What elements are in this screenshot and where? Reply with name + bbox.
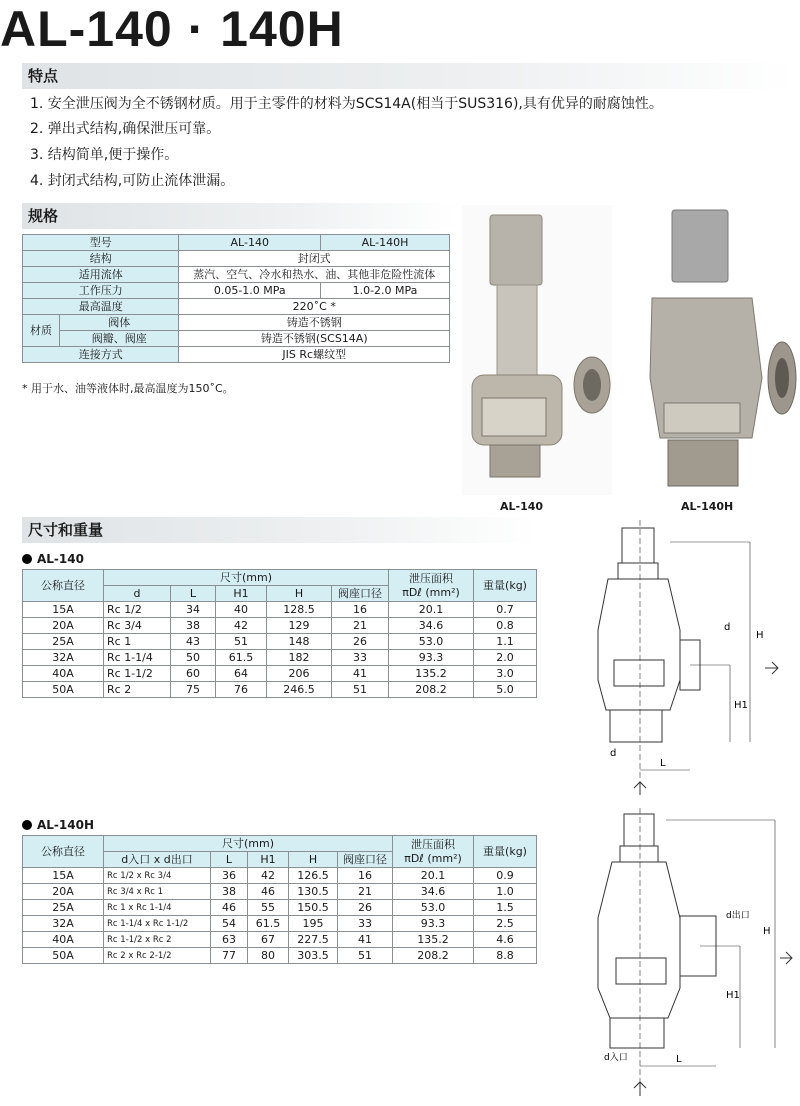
table-cell: 33 — [338, 916, 393, 932]
table-cell: 51 — [216, 634, 267, 650]
table-cell: 33 — [332, 650, 389, 666]
col-header: 尺寸(mm) — [104, 836, 393, 852]
page-title: AL-140 · 140H — [0, 1, 344, 57]
col-header: 重量(kg) — [474, 570, 537, 602]
table-cell: 246.5 — [267, 682, 332, 698]
table-cell: 61.5 — [216, 650, 267, 666]
col-header: 尺寸(mm) — [104, 570, 389, 586]
col-header: 公称直径 — [23, 570, 104, 602]
spec-row-label: 最高温度 — [23, 299, 179, 315]
drawing-label-h: H — [756, 630, 764, 641]
table-cell: 38 — [211, 884, 248, 900]
table-cell: 46 — [211, 900, 248, 916]
table-cell: 60 — [171, 666, 216, 682]
table-cell: 128.5 — [267, 602, 332, 618]
spec-note: * 用于水、油等液体时,最高温度为150˚C。 — [22, 382, 234, 395]
table-row — [23, 682, 537, 698]
table-cell: 42 — [248, 868, 289, 884]
col-header: H — [289, 852, 338, 868]
table-cell: 20A — [23, 884, 104, 900]
bullet-icon — [22, 554, 32, 564]
table-cell: 5.0 — [474, 682, 537, 698]
table-row — [23, 634, 537, 650]
col-header: 泄压面积 πDℓ (mm²) — [393, 836, 474, 868]
feature-item-1: 1. 安全泄压阀为全不锈钢材质。用于主零件的材料为SCS14A(相当于SUS316),具有优异的耐腐蚀性。 — [30, 96, 663, 112]
al140h-dimension-drawing — [580, 808, 795, 1098]
table-cell: 21 — [338, 884, 393, 900]
table-cell: 130.5 — [289, 884, 338, 900]
table-cell: 15A — [23, 602, 104, 618]
photo-caption-al140: AL-140 — [500, 500, 544, 513]
spec-row-label: 阀瓣、阀座 — [60, 331, 179, 347]
col-header: H1 — [248, 852, 289, 868]
table-row — [23, 948, 537, 964]
spec-row-label: 工作压力 — [23, 283, 179, 299]
table-cell: Rc 1-1/4 — [104, 650, 171, 666]
drawing-label-l: L — [676, 1054, 682, 1065]
table-cell: Rc 1/2 — [104, 602, 171, 618]
table-cell: 40A — [23, 666, 104, 682]
table-cell: 54 — [211, 916, 248, 932]
table-cell: 195 — [289, 916, 338, 932]
table-cell: 16 — [338, 868, 393, 884]
table-cell: Rc 3/4 — [104, 618, 171, 634]
table-cell: 32A — [23, 650, 104, 666]
table-cell: 50A — [23, 682, 104, 698]
table-row — [23, 932, 537, 948]
table-cell: 25A — [23, 900, 104, 916]
table-cell: 53.0 — [393, 900, 474, 916]
spec-row-label: 适用流体 — [23, 267, 179, 283]
table-cell: 93.3 — [393, 916, 474, 932]
drawing-label-l: L — [660, 758, 666, 769]
table-cell: 38 — [171, 618, 216, 634]
feature-item-4: 4. 封闭式结构,可防止流体泄漏。 — [30, 173, 235, 189]
bullet-icon — [22, 820, 32, 830]
table-cell: 93.3 — [389, 650, 474, 666]
table-cell: 34.6 — [389, 618, 474, 634]
feature-item-3: 3. 结构简单,便于操作。 — [30, 147, 179, 163]
spec-row-label: 阀体 — [60, 315, 179, 331]
table-cell: 2.5 — [474, 916, 537, 932]
table-cell: 50 — [171, 650, 216, 666]
spec-row-value: 铸造不锈钢 — [179, 315, 450, 331]
table-cell: 43 — [171, 634, 216, 650]
table-cell: 40 — [216, 602, 267, 618]
table-cell: Rc 1/2 x Rc 3/4 — [104, 868, 211, 884]
table-cell: 303.5 — [289, 948, 338, 964]
table-cell: 3.0 — [474, 666, 537, 682]
col-header: 泄压面积 πDℓ (mm²) — [389, 570, 474, 602]
photo-caption-al140h: AL-140H — [681, 500, 734, 513]
col-header: H1 — [216, 586, 267, 602]
table-cell: 1.0 — [474, 884, 537, 900]
table-cell: 34.6 — [393, 884, 474, 900]
table-cell: 1.5 — [474, 900, 537, 916]
table-cell: 1.1 — [474, 634, 537, 650]
table-cell: 150.5 — [289, 900, 338, 916]
table-cell: 67 — [248, 932, 289, 948]
table-cell: Rc 2 x Rc 2-1/2 — [104, 948, 211, 964]
table-cell: 16 — [332, 602, 389, 618]
spec-table — [22, 234, 450, 363]
table-cell: 64 — [216, 666, 267, 682]
table-row — [23, 650, 537, 666]
spec-row-value: 铸造不锈钢(SCS14A) — [179, 331, 450, 347]
table-cell: 75 — [171, 682, 216, 698]
table-cell: Rc 1-1/4 x Rc 1-1/2 — [104, 916, 211, 932]
table-cell: 8.8 — [474, 948, 537, 964]
table-cell: 50A — [23, 948, 104, 964]
al140-photo — [462, 205, 612, 495]
table-cell: 20.1 — [393, 868, 474, 884]
col-header: d — [104, 586, 171, 602]
table-cell: 77 — [211, 948, 248, 964]
drawing-label-h1: H1 — [734, 700, 748, 711]
table-cell: 41 — [332, 666, 389, 682]
table-cell: 126.5 — [289, 868, 338, 884]
col-header: H — [267, 586, 332, 602]
spec-row-value: 封闭式 — [179, 251, 450, 267]
table-cell: 0.8 — [474, 618, 537, 634]
spec-model-1: AL-140 — [179, 235, 321, 251]
dimensions-heading: 尺寸和重量 — [22, 517, 538, 543]
drawing-label-d-in: d入口 — [604, 1053, 628, 1063]
table-row — [23, 618, 537, 634]
table-cell: Rc 1-1/2 — [104, 666, 171, 682]
spec-row-label: 结构 — [23, 251, 179, 267]
table-cell: 135.2 — [389, 666, 474, 682]
table-cell: 15A — [23, 868, 104, 884]
table-cell: 2.0 — [474, 650, 537, 666]
spec-row-value: 0.05-1.0 MPa — [179, 283, 321, 299]
table-cell: 36 — [211, 868, 248, 884]
table-cell: 25A — [23, 634, 104, 650]
table-row — [23, 868, 537, 884]
table-row — [23, 884, 537, 900]
table-cell: 0.7 — [474, 602, 537, 618]
table-cell: 129 — [267, 618, 332, 634]
table-cell: 46 — [248, 884, 289, 900]
al140h-dimension-table — [22, 835, 537, 964]
table-cell: 26 — [338, 900, 393, 916]
table-cell: 206 — [267, 666, 332, 682]
drawing-label-h1: H1 — [726, 990, 740, 1001]
spec-row-value: 蒸汽、空气、冷水和热水、油、其他非危险性流体 — [179, 267, 450, 283]
spec-model-2: AL-140H — [321, 235, 450, 251]
table-cell: 51 — [332, 682, 389, 698]
spec-material-label: 材质 — [23, 315, 60, 347]
table-cell: 53.0 — [389, 634, 474, 650]
table-cell: 34 — [171, 602, 216, 618]
drawing-label-d: d — [610, 748, 617, 759]
drawing-label-d-out: d出口 — [726, 911, 750, 921]
table-cell: 20.1 — [389, 602, 474, 618]
spec-heading: 规格 — [22, 203, 458, 229]
spec-row-value: JIS Rc螺纹型 — [179, 347, 450, 363]
table-row — [23, 602, 537, 618]
al140-dimension-table — [22, 569, 537, 698]
table-cell: 80 — [248, 948, 289, 964]
table-cell: 26 — [332, 634, 389, 650]
table-cell: 61.5 — [248, 916, 289, 932]
table-cell: Rc 3/4 x Rc 1 — [104, 884, 211, 900]
table-cell: Rc 1 — [104, 634, 171, 650]
feature-item-2: 2. 弹出式结构,确保泄压可靠。 — [30, 121, 221, 137]
features-heading: 特点 — [22, 63, 798, 89]
table-cell: 148 — [267, 634, 332, 650]
table-cell: 4.6 — [474, 932, 537, 948]
table-cell: 20A — [23, 618, 104, 634]
table-cell: 32A — [23, 916, 104, 932]
table-cell: 55 — [248, 900, 289, 916]
table-cell: 208.2 — [389, 682, 474, 698]
spec-row-label: 连接方式 — [23, 347, 179, 363]
col-header: 重量(kg) — [474, 836, 537, 868]
table-cell: 51 — [338, 948, 393, 964]
al140h-label: AL-140H — [22, 818, 94, 832]
col-header: 阀座口径 — [332, 586, 389, 602]
spec-row-value: 220˚C * — [179, 299, 450, 315]
table-cell: 0.9 — [474, 868, 537, 884]
col-header: 阀座口径 — [338, 852, 393, 868]
table-cell: 42 — [216, 618, 267, 634]
table-cell: 76 — [216, 682, 267, 698]
table-cell: Rc 1 x Rc 1-1/4 — [104, 900, 211, 916]
table-cell: 182 — [267, 650, 332, 666]
table-cell: 40A — [23, 932, 104, 948]
table-cell: 135.2 — [393, 932, 474, 948]
table-cell: Rc 1-1/2 x Rc 2 — [104, 932, 211, 948]
al140h-photo — [632, 208, 797, 490]
spec-row-value: 1.0-2.0 MPa — [321, 283, 450, 299]
table-cell: 208.2 — [393, 948, 474, 964]
col-header: 公称直径 — [23, 836, 104, 868]
spec-model-label: 型号 — [23, 235, 179, 251]
table-cell: Rc 2 — [104, 682, 171, 698]
drawing-label-d: d — [724, 622, 731, 633]
table-cell: 41 — [338, 932, 393, 948]
table-cell: 63 — [211, 932, 248, 948]
col-header: L — [171, 586, 216, 602]
al140-label: AL-140 — [22, 552, 84, 566]
table-row — [23, 916, 537, 932]
col-header: L — [211, 852, 248, 868]
drawing-label-h: H — [763, 926, 771, 937]
table-row — [23, 900, 537, 916]
table-row — [23, 666, 537, 682]
col-header: d入口 x d出口 — [104, 852, 211, 868]
table-cell: 227.5 — [289, 932, 338, 948]
table-cell: 21 — [332, 618, 389, 634]
al140-dimension-drawing — [580, 520, 795, 800]
